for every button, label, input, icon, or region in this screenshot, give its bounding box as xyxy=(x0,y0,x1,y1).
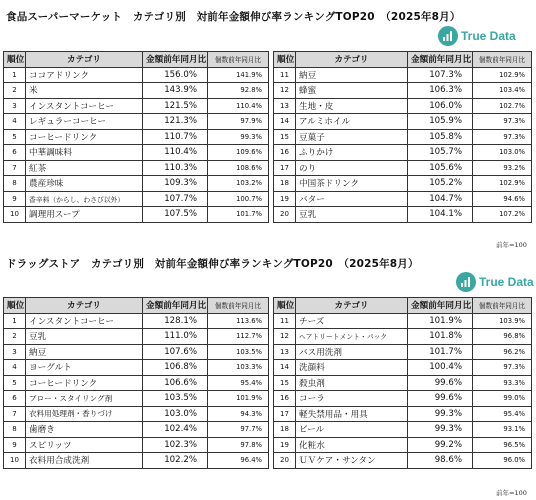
table-row xyxy=(274,329,532,345)
category-cell: コーヒードリンク xyxy=(26,129,143,145)
truedata-logo-text: True Data xyxy=(461,29,516,43)
sales-yoy-cell: 106.6% xyxy=(143,375,208,391)
table-row xyxy=(4,114,269,130)
category-cell: 中華調味料 xyxy=(26,145,143,161)
table-row xyxy=(4,422,269,438)
table-row xyxy=(274,83,532,99)
sales-yoy-cell: 109.3% xyxy=(143,176,208,192)
sales-yoy-cell: 110.3% xyxy=(143,160,208,176)
header-rank: 順位 xyxy=(274,52,296,68)
header-rank: 順位 xyxy=(4,298,26,314)
rank-cell: 20 xyxy=(274,453,296,469)
units-yoy-cell: 97.3% xyxy=(473,129,532,145)
rank-cell: 12 xyxy=(274,83,296,99)
category-cell: 調理用スープ xyxy=(26,207,143,223)
rank-cell: 10 xyxy=(4,453,26,469)
units-yoy-cell: 102.7% xyxy=(473,98,532,114)
category-cell: ふりかけ xyxy=(296,145,408,161)
category-cell: 中国茶ドリンク xyxy=(296,176,408,192)
category-cell: 香辛料（からし、わさび以外） xyxy=(26,191,143,207)
units-yoy-cell: 96.0% xyxy=(473,453,532,469)
food-ranking-table-1-10 xyxy=(3,51,269,223)
sales-yoy-cell: 102.2% xyxy=(143,453,208,469)
units-yoy-cell: 95.4% xyxy=(208,375,269,391)
table-row xyxy=(274,422,532,438)
units-yoy-cell: 103.0% xyxy=(473,145,532,161)
rank-cell: 4 xyxy=(4,360,26,376)
rank-cell: 1 xyxy=(4,67,26,83)
table-row xyxy=(274,114,532,130)
table-row xyxy=(274,453,532,469)
units-yoy-cell: 102.9% xyxy=(473,176,532,192)
table-row xyxy=(4,145,269,161)
header-sales-yoy: 金額前年同月比 xyxy=(408,298,473,314)
rank-cell: 5 xyxy=(4,375,26,391)
header-sales-yoy: 金額前年同月比 xyxy=(408,52,473,68)
units-yoy-cell: 97.7% xyxy=(208,422,269,438)
table-row xyxy=(274,437,532,453)
rank-cell: 19 xyxy=(274,437,296,453)
rank-cell: 7 xyxy=(4,160,26,176)
table-row xyxy=(4,344,269,360)
units-yoy-cell: 113.6% xyxy=(208,313,269,329)
rank-cell: 14 xyxy=(274,114,296,130)
header-category: カテゴリ xyxy=(296,52,408,68)
table-row xyxy=(4,207,269,223)
units-yoy-cell: 103.9% xyxy=(473,313,532,329)
units-yoy-cell: 96.2% xyxy=(473,344,532,360)
rank-cell: 6 xyxy=(4,391,26,407)
sales-yoy-cell: 99.6% xyxy=(408,375,473,391)
units-yoy-cell: 102.9% xyxy=(473,67,532,83)
units-yoy-cell: 94.3% xyxy=(208,406,269,422)
sales-yoy-cell: 105.9% xyxy=(408,114,473,130)
rank-cell: 8 xyxy=(4,176,26,192)
category-cell: 豆乳 xyxy=(296,207,408,223)
units-yoy-cell: 101.7% xyxy=(208,207,269,223)
units-yoy-cell: 95.4% xyxy=(473,406,532,422)
rank-cell: 19 xyxy=(274,191,296,207)
drug-section-title: ドラッグストア カテゴリ別 対前年金額伸び率ランキングTOP20 （2025年8月） xyxy=(6,258,419,270)
units-yoy-cell: 97.3% xyxy=(473,114,532,130)
table-row xyxy=(4,98,269,114)
table-row xyxy=(4,375,269,391)
table-row xyxy=(274,129,532,145)
table-row xyxy=(4,129,269,145)
category-cell: コーラ xyxy=(296,391,408,407)
rank-cell: 5 xyxy=(4,129,26,145)
rank-cell: 12 xyxy=(274,329,296,345)
table-row xyxy=(274,375,532,391)
sales-yoy-cell: 110.4% xyxy=(143,145,208,161)
rank-cell: 16 xyxy=(274,391,296,407)
header-units-yoy: 個数前年同月比 xyxy=(208,298,269,314)
table-row xyxy=(4,437,269,453)
category-cell: アルミホイル xyxy=(296,114,408,130)
sales-yoy-cell: 99.3% xyxy=(408,406,473,422)
sales-yoy-cell: 100.4% xyxy=(408,360,473,376)
category-cell: 化粧水 xyxy=(296,437,408,453)
sales-yoy-cell: 107.6% xyxy=(143,344,208,360)
category-cell: 豆乳 xyxy=(26,329,143,345)
category-cell: 軽失禁用品・用具 xyxy=(296,406,408,422)
category-cell: のり xyxy=(296,160,408,176)
sales-yoy-cell: 107.7% xyxy=(143,191,208,207)
rank-cell: 2 xyxy=(4,329,26,345)
units-yoy-cell: 101.9% xyxy=(208,391,269,407)
category-cell: 洗顔料 xyxy=(296,360,408,376)
units-yoy-cell: 103.4% xyxy=(473,83,532,99)
sales-yoy-cell: 121.5% xyxy=(143,98,208,114)
rank-cell: 18 xyxy=(274,176,296,192)
category-cell: 衣料用合成洗剤 xyxy=(26,453,143,469)
table-row xyxy=(274,67,532,83)
units-yoy-cell: 110.4% xyxy=(208,98,269,114)
units-yoy-cell: 108.6% xyxy=(208,160,269,176)
table-row xyxy=(274,313,532,329)
header-category: カテゴリ xyxy=(26,298,143,314)
sales-yoy-cell: 99.2% xyxy=(408,437,473,453)
sales-yoy-cell: 105.8% xyxy=(408,129,473,145)
table-row xyxy=(274,176,532,192)
sales-yoy-cell: 101.9% xyxy=(408,313,473,329)
units-yoy-cell: 93.3% xyxy=(473,375,532,391)
sales-yoy-cell: 101.7% xyxy=(408,344,473,360)
units-yoy-cell: 109.6% xyxy=(208,145,269,161)
rank-cell: 13 xyxy=(274,98,296,114)
drug-ranking-table-1-10 xyxy=(3,297,269,469)
units-yoy-cell: 92.8% xyxy=(208,83,269,99)
sales-yoy-cell: 105.6% xyxy=(408,160,473,176)
table-row xyxy=(274,207,532,223)
rank-cell: 17 xyxy=(274,160,296,176)
category-cell: ブロー・スタイリング剤 xyxy=(26,391,143,407)
table-row xyxy=(274,360,532,376)
rank-cell: 13 xyxy=(274,344,296,360)
category-cell: バター xyxy=(296,191,408,207)
sales-yoy-cell: 107.5% xyxy=(143,207,208,223)
header-rank: 順位 xyxy=(4,52,26,68)
rank-cell: 17 xyxy=(274,406,296,422)
table-row xyxy=(4,313,269,329)
sales-yoy-cell: 107.3% xyxy=(408,67,473,83)
category-cell: 豆菓子 xyxy=(296,129,408,145)
category-cell: 納豆 xyxy=(26,344,143,360)
sales-yoy-cell: 106.8% xyxy=(143,360,208,376)
rank-cell: 4 xyxy=(4,114,26,130)
units-yoy-cell: 97.3% xyxy=(473,360,532,376)
rank-cell: 3 xyxy=(4,98,26,114)
table-row xyxy=(274,98,532,114)
truedata-logo-text: True Data xyxy=(479,275,534,289)
units-yoy-cell: 99.3% xyxy=(208,129,269,145)
category-cell: ヘアトリートメント・パック xyxy=(296,329,408,345)
units-yoy-cell: 93.1% xyxy=(473,422,532,438)
table-row xyxy=(274,391,532,407)
category-cell: ＵＶケア・サンタン xyxy=(296,453,408,469)
sales-yoy-cell: 102.3% xyxy=(143,437,208,453)
table-row xyxy=(4,391,269,407)
header-sales-yoy: 金額前年同月比 xyxy=(143,52,208,68)
table-row xyxy=(4,83,269,99)
sales-yoy-cell: 143.9% xyxy=(143,83,208,99)
sales-yoy-cell: 111.0% xyxy=(143,329,208,345)
rank-cell: 10 xyxy=(4,207,26,223)
truedata-logo-icon xyxy=(456,272,476,292)
units-yoy-cell: 93.2% xyxy=(473,160,532,176)
category-cell: 紅茶 xyxy=(26,160,143,176)
sales-yoy-cell: 98.6% xyxy=(408,453,473,469)
table-row xyxy=(274,191,532,207)
units-yoy-cell: 99.0% xyxy=(473,391,532,407)
drug-ranking-table-11-20 xyxy=(273,297,532,469)
units-yoy-cell: 141.9% xyxy=(208,67,269,83)
units-yoy-cell: 103.5% xyxy=(208,344,269,360)
category-cell: インスタントコーヒー xyxy=(26,313,143,329)
rank-cell: 11 xyxy=(274,67,296,83)
category-cell: チーズ xyxy=(296,313,408,329)
table-header-row xyxy=(4,52,269,68)
sales-yoy-cell: 106.3% xyxy=(408,83,473,99)
table-row xyxy=(4,360,269,376)
category-cell: スピリッツ xyxy=(26,437,143,453)
food-section-title: 食品スーパーマーケット カテゴリ別 対前年金額伸び率ランキングTOP20 （2025年8月） xyxy=(6,11,461,23)
table-row xyxy=(4,453,269,469)
table-row xyxy=(274,406,532,422)
header-units-yoy: 個数前年同月比 xyxy=(473,298,532,314)
table-row xyxy=(4,191,269,207)
rank-cell: 16 xyxy=(274,145,296,161)
units-yoy-cell: 96.5% xyxy=(473,437,532,453)
sales-yoy-cell: 99.6% xyxy=(408,391,473,407)
sales-yoy-cell: 103.0% xyxy=(143,406,208,422)
drug-footnote: 前年=100 xyxy=(496,489,527,497)
rank-cell: 18 xyxy=(274,422,296,438)
rank-cell: 11 xyxy=(274,313,296,329)
units-yoy-cell: 112.7% xyxy=(208,329,269,345)
sales-yoy-cell: 105.7% xyxy=(408,145,473,161)
sales-yoy-cell: 104.7% xyxy=(408,191,473,207)
sales-yoy-cell: 104.1% xyxy=(408,207,473,223)
table-row xyxy=(274,160,532,176)
truedata-logo-icon xyxy=(438,26,458,46)
sales-yoy-cell: 102.4% xyxy=(143,422,208,438)
header-units-yoy: 個数前年同月比 xyxy=(473,52,532,68)
units-yoy-cell: 100.7% xyxy=(208,191,269,207)
rank-cell: 6 xyxy=(4,145,26,161)
header-sales-yoy: 金額前年同月比 xyxy=(143,298,208,314)
table-header-row xyxy=(274,298,532,314)
table-row xyxy=(274,145,532,161)
category-cell: ビール xyxy=(296,422,408,438)
table-header-row xyxy=(4,298,269,314)
rank-cell: 2 xyxy=(4,83,26,99)
units-yoy-cell: 107.2% xyxy=(473,207,532,223)
category-cell: 殺虫剤 xyxy=(296,375,408,391)
units-yoy-cell: 97.9% xyxy=(208,114,269,130)
category-cell: 農産珍味 xyxy=(26,176,143,192)
food-footnote: 前年=100 xyxy=(496,241,527,249)
category-cell: レギュラーコーヒー xyxy=(26,114,143,130)
category-cell: バス用洗剤 xyxy=(296,344,408,360)
rank-cell: 8 xyxy=(4,422,26,438)
sales-yoy-cell: 101.8% xyxy=(408,329,473,345)
rank-cell: 14 xyxy=(274,360,296,376)
units-yoy-cell: 103.2% xyxy=(208,176,269,192)
units-yoy-cell: 96.8% xyxy=(473,329,532,345)
units-yoy-cell: 94.6% xyxy=(473,191,532,207)
table-row xyxy=(4,176,269,192)
units-yoy-cell: 97.8% xyxy=(208,437,269,453)
units-yoy-cell: 96.4% xyxy=(208,453,269,469)
header-category: カテゴリ xyxy=(26,52,143,68)
sales-yoy-cell: 110.7% xyxy=(143,129,208,145)
sales-yoy-cell: 103.5% xyxy=(143,391,208,407)
category-cell: コーヒードリンク xyxy=(26,375,143,391)
truedata-logo xyxy=(456,272,534,292)
table-row xyxy=(274,344,532,360)
food-ranking-table-11-20 xyxy=(273,51,532,223)
table-row xyxy=(4,160,269,176)
sales-yoy-cell: 106.0% xyxy=(408,98,473,114)
category-cell: ヨーグルト xyxy=(26,360,143,376)
rank-cell: 1 xyxy=(4,313,26,329)
category-cell: ココアドリンク xyxy=(26,67,143,83)
header-rank: 順位 xyxy=(274,298,296,314)
category-cell: 生地・皮 xyxy=(296,98,408,114)
category-cell: 蜂蜜 xyxy=(296,83,408,99)
table-row xyxy=(4,67,269,83)
rank-cell: 9 xyxy=(4,437,26,453)
category-cell: 納豆 xyxy=(296,67,408,83)
category-cell: インスタントコーヒー xyxy=(26,98,143,114)
table-row xyxy=(4,329,269,345)
rank-cell: 7 xyxy=(4,406,26,422)
header-category: カテゴリ xyxy=(296,298,408,314)
table-header-row xyxy=(274,52,532,68)
sales-yoy-cell: 99.3% xyxy=(408,422,473,438)
category-cell: 歯磨き xyxy=(26,422,143,438)
units-yoy-cell: 103.3% xyxy=(208,360,269,376)
rank-cell: 20 xyxy=(274,207,296,223)
sales-yoy-cell: 105.2% xyxy=(408,176,473,192)
header-units-yoy: 個数前年同月比 xyxy=(208,52,269,68)
category-cell: 衣料用処理剤・香りづけ xyxy=(26,406,143,422)
rank-cell: 15 xyxy=(274,375,296,391)
rank-cell: 15 xyxy=(274,129,296,145)
table-row xyxy=(4,406,269,422)
truedata-logo xyxy=(438,26,516,46)
sales-yoy-cell: 156.0% xyxy=(143,67,208,83)
category-cell: 米 xyxy=(26,83,143,99)
rank-cell: 3 xyxy=(4,344,26,360)
sales-yoy-cell: 128.1% xyxy=(143,313,208,329)
sales-yoy-cell: 121.3% xyxy=(143,114,208,130)
rank-cell: 9 xyxy=(4,191,26,207)
